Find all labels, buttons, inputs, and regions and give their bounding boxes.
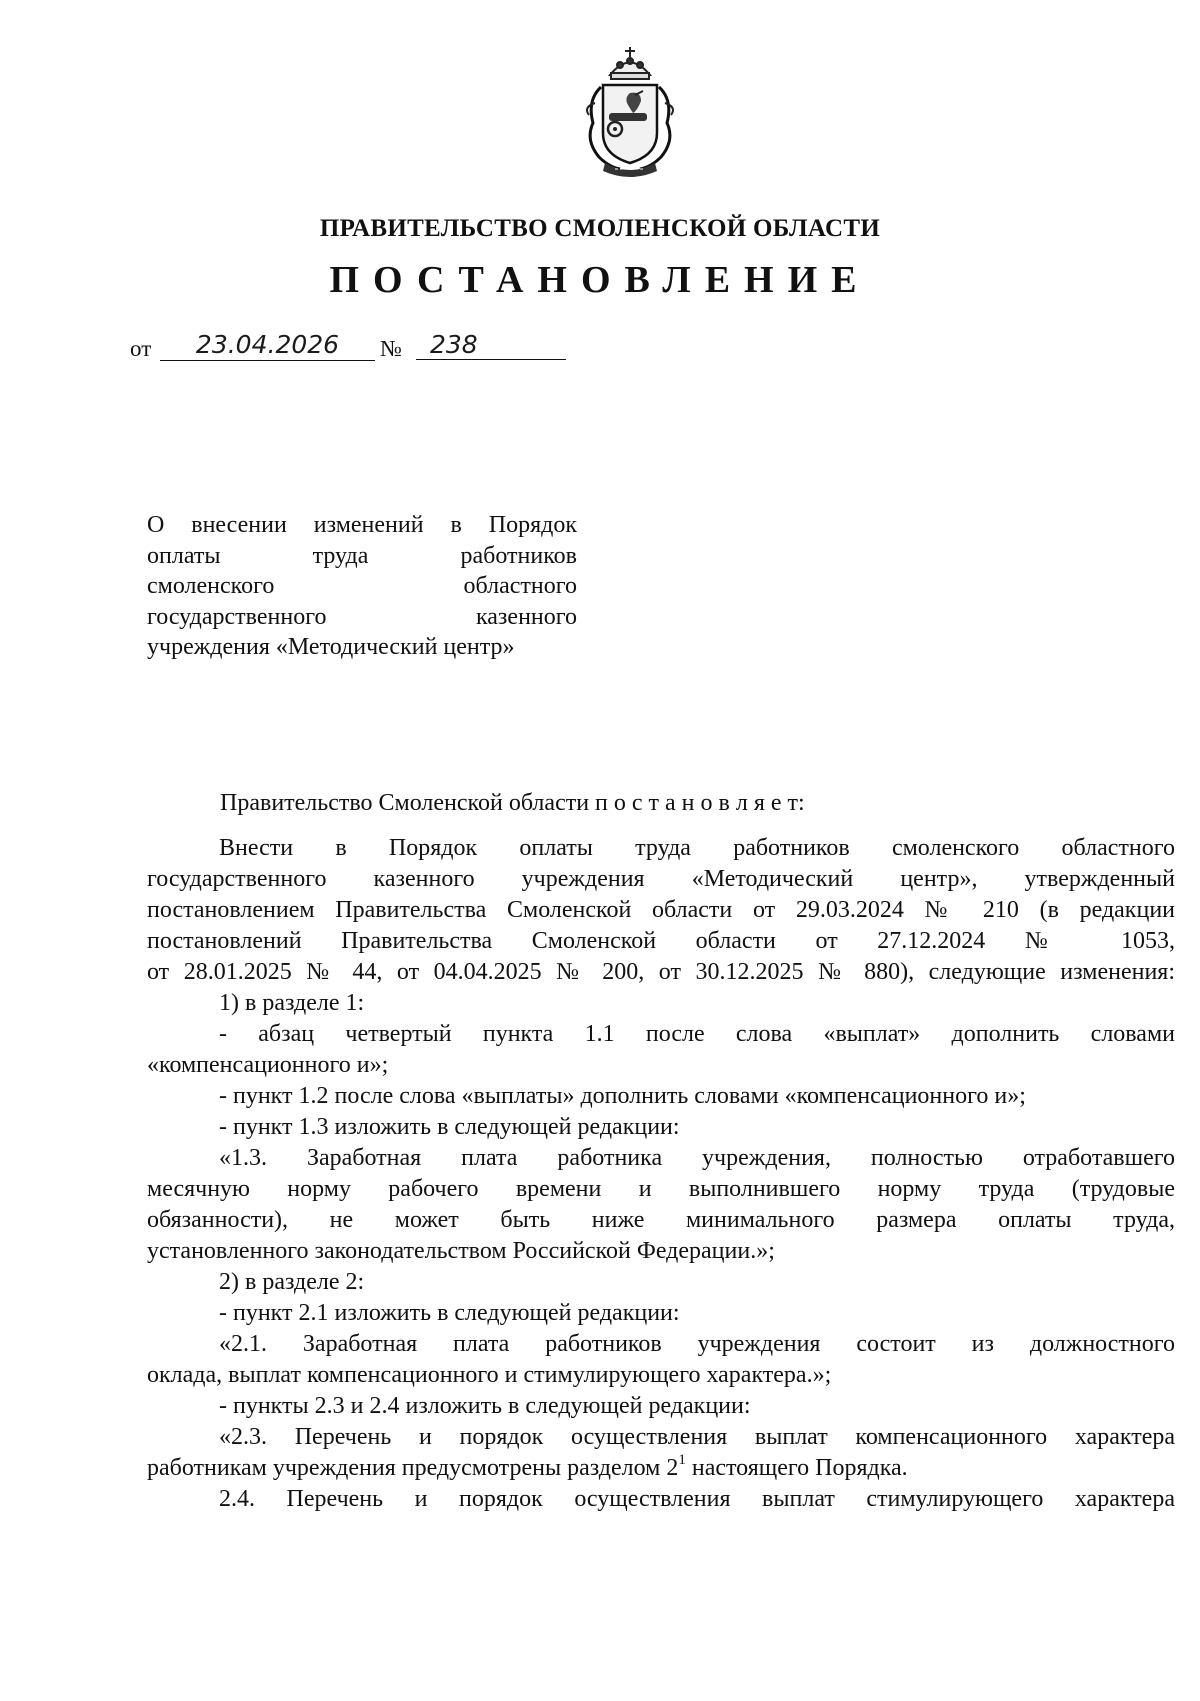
body-line: от 28.01.2025 № 44, от 04.04.2025 № 200, от 30.12.2025 № 880), следующие изменения: [147, 959, 1175, 985]
body-line: 2) в разделе 2: [219, 1269, 365, 1295]
superscript: 1 [678, 1452, 686, 1468]
resolves-statement: Правительство Смоленской области п о с т а н о в л я е т: [220, 790, 805, 816]
body-line: государственного казенного учреждения «Методический центр», утвержденный [147, 866, 1175, 892]
body-line: «2.1. Заработная плата работников учреждения состоит из должностного [219, 1331, 1175, 1357]
body-line: оклада, выплат компенсационного и стимулирующего характера.»; [147, 1362, 832, 1388]
body-line: обязанности), не может быть ниже минимального размера оплаты труда, [147, 1207, 1175, 1233]
date-field: 23.04.2026 [160, 330, 375, 361]
body-line: - абзац четвертый пункта 1.1 после слова «выплат» дополнить словами [219, 1021, 1175, 1047]
date-prefix: от [130, 336, 152, 361]
body-line [147, 1453, 1175, 1484]
body-line: «1.3. Заработная плата работника учреждения, полностью отработавшего [219, 1145, 1175, 1171]
document-subject [147, 510, 577, 663]
body-line: - пункты 2.3 и 2.4 изложить в следующей редакции: [219, 1393, 751, 1419]
body-line: постановлений Правительства Смоленской области от 27.12.2024 № 1053, [147, 928, 1175, 954]
body-text-segment: работникам учреждения предусмотрены разделом 2 [147, 1455, 679, 1481]
body-line: - пункт 2.1 изложить в следующей редакции: [219, 1300, 680, 1326]
coat-of-arms-emblem [575, 45, 685, 180]
body-line: - пункт 1.3 изложить в следующей редакции: [219, 1114, 680, 1140]
subject-line: смоленского областного [147, 573, 577, 599]
number-prefix: № [380, 336, 402, 361]
body-line: месячную норму рабочего времени и выполнившего норму труда (трудовые [147, 1176, 1175, 1202]
document-body [147, 833, 1175, 1515]
date-number-line [130, 330, 570, 366]
number-field: 238 [416, 330, 566, 360]
organization-title: ПРАВИТЕЛЬСТВО СМОЛЕНСКОЙ ОБЛАСТИ [319, 215, 881, 242]
body-line: постановлением Правительства Смоленской области от 29.03.2024 № 210 (в редакции [147, 897, 1175, 923]
body-line: установленного законодательством Российской Федерации.»; [147, 1238, 775, 1264]
subject-line: государственного казенного [147, 603, 577, 630]
body-line: - пункт 1.2 после слова «выплаты» дополнить словами «компенсационного и»; [219, 1083, 1026, 1109]
body-line: Внести в Порядок оплаты труда работников смоленского областного [219, 835, 1175, 861]
subject-line: оплаты труда работников [147, 542, 577, 569]
subject-line: О внесении изменений в Порядок [147, 512, 577, 538]
body-line: «компенсационного и»; [147, 1052, 389, 1078]
body-line: 2.4. Перечень и порядок осуществления выплат стимулирующего характера [219, 1486, 1175, 1512]
body-line: «2.3. Перечень и порядок осуществления выплат компенсационного характера [219, 1424, 1175, 1450]
body-line: 1) в разделе 1: [219, 990, 365, 1016]
document-type-title: ПОСТАНОВЛЕНИЕ [329, 259, 871, 301]
body-text-segment: настоящего Порядка. [685, 1455, 908, 1481]
subject-line: учреждения «Методический центр» [147, 634, 515, 660]
